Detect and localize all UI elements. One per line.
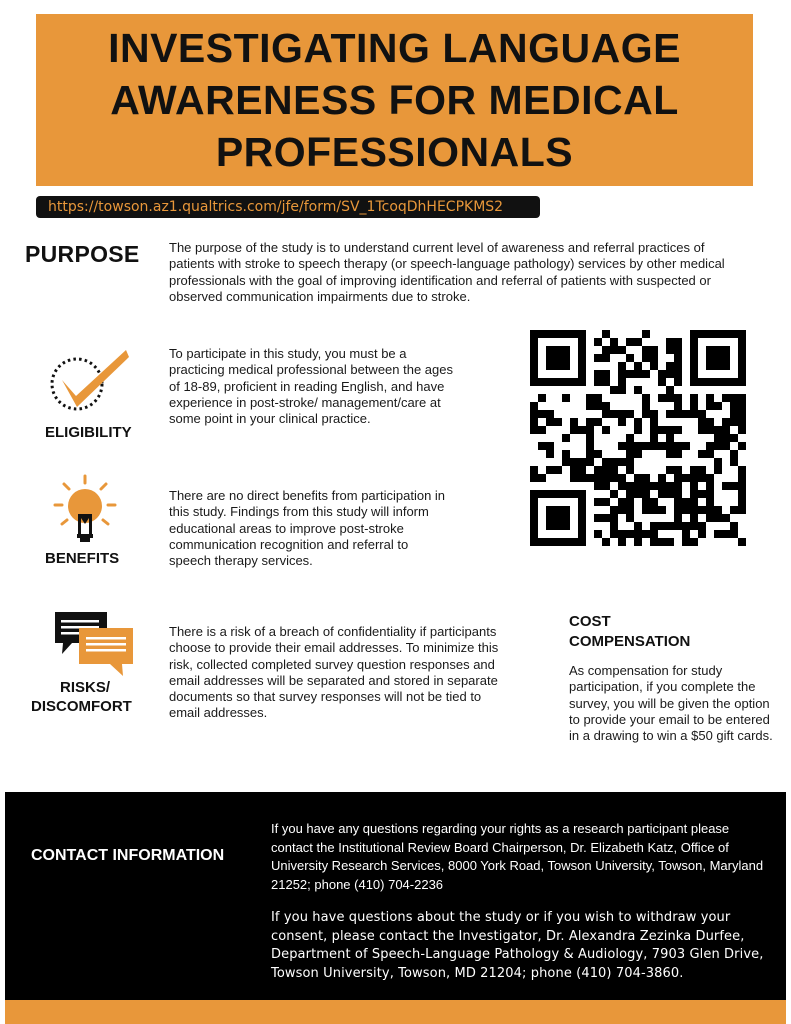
compensation-heading-line1: COST [569,613,611,630]
chat-bubbles-icon [52,610,138,678]
lightbulb-icon [52,474,118,546]
title-banner [36,14,753,186]
checkmark-badge-icon [50,344,132,414]
contact-heading: CONTACT INFORMATION [31,847,225,864]
purpose-heading: PURPOSE [25,241,140,267]
contact-footer [5,792,786,1000]
eligibility-text: To participate in this study, you must be a practicing medical professional between the ages of 18-89, proficient in reading English, and have experience in post-stroke/ management/care at some point in your clinical practice. [169,346,454,427]
footer-accent-bar [5,1000,786,1024]
risks-heading-line2: DISCOMFORT [31,698,132,715]
qr-code[interactable] [530,330,746,546]
benefits-text: There are no direct benefits from participation in this study. Findings from this study will inform educational areas to improve post-stroke communication recognition and referral to speech therapy services. [169,488,446,569]
irb-contact-text: If you have any questions regarding your rights as a research participant please contact the Institutional Review Board Chairperson, Dr. Elizabeth Katz, Office of University Research Services, 8000 York Road, Towson University, Towson, Maryland 21252; phone (410) 704-2236 [271,821,764,892]
compensation-heading-line2: COMPENSATION [569,633,691,650]
purpose-text: The purpose of the study is to understand current level of awareness and referral practices of patients with stroke to speech therapy (or speech-language pathology) services by other medical professionals with the goal of improving identification and referral of patients with suspected or observed communication impairments due to stroke. [169,240,725,304]
page-title: INVESTIGATING LANGUAGE AWARENESS FOR MEDICAL PROFESSIONALS [108,25,681,175]
investigator-contact-text: If you have questions about the study or if you wish to withdraw your consent, please contact the Investigator, Dr. Alexandra Zezinka Durfee, Department of Speech-Language Pathology & Audiology, 7903 Glen Drive, Towson University, Towson, MD 21204; phone (410) 704-3860. [271,910,764,981]
risks-heading-line1: RISKS/ [60,679,111,696]
risks-text: There is a risk of a breach of confidentiality if participants choose to provide their email addresses. To minimize this risk, collected completed survey question responses and email addresses will be separated and stored in separate documents so that survey responses will not be tied to email addresses. [169,624,499,721]
survey-link[interactable]: https://towson.az1.qualtrics.com/jfe/form/SV_1TcoqDhHECPKMS2 [36,196,540,218]
compensation-text: As compensation for study participation, if you complete the survey, you will be given the option to provide your email to be entered in a drawing to win a $50 gift cards. [569,663,773,744]
benefits-heading: BENEFITS [45,550,120,567]
eligibility-heading: ELIGIBILITY [45,424,132,441]
